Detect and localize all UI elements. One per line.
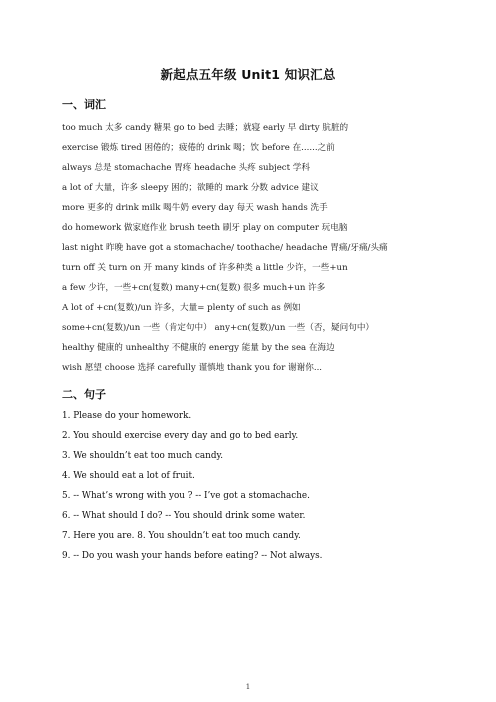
vocab-line: wish 愿望 choose 选择 carefully 谨慎地 thank you for 谢谢你... bbox=[62, 363, 323, 373]
sentence: 3. We shouldn’t eat too much candy. bbox=[62, 451, 224, 461]
vocab-line: more 更多的 drink milk 喝牛奶 every day 每天 wash hands 洗手 bbox=[62, 203, 328, 213]
sentence: 1. Please do your homework. bbox=[62, 411, 192, 421]
section-heading-vocabulary: 一、词汇 bbox=[62, 98, 106, 111]
vocab-line: turn off 关 turn on 开 many kinds of 许多种类 a little 少许，一些+un bbox=[62, 263, 348, 273]
vocab-line: last night 昨晚 have got a stomachache/ toothache/ headache 胃痛/牙痛/头痛 bbox=[62, 243, 388, 253]
vocab-line: a lot of 大量，许多 sleepy 困的；欲睡的 mark 分数 advice 建议 bbox=[62, 183, 319, 193]
vocab-line: A lot of +cn(复数)/un 许多，大量= plenty of such as 例如 bbox=[62, 303, 301, 313]
vocab-line: always 总是 stomachache 胃疼 headache 头疼 subject 学科 bbox=[62, 163, 310, 173]
sentence: 7. Here you are. 8. You shouldn’t eat too much candy. bbox=[62, 531, 301, 541]
page-number: 1 bbox=[245, 683, 251, 691]
section-heading-sentences: 二、句子 bbox=[62, 388, 106, 401]
sentence: 6. -- What should I do? -- You should drink some water. bbox=[62, 511, 306, 521]
vocab-line: too much 太多 candy 糖果 go to bed 去睡；就寝 early 早 dirty 肮脏的 bbox=[62, 123, 349, 133]
vocab-line: do homework 做家庭作业 brush teeth 刷牙 play on computer 玩电脑 bbox=[62, 223, 348, 233]
page-title: 新起点五年级 Unit1 知识汇总 bbox=[160, 67, 336, 82]
vocab-line: exercise 锻炼 tired 困倦的；疲倦的 drink 喝；饮 before 在......之前 bbox=[62, 143, 335, 153]
sentence: 2. You should exercise every day and go to bed early. bbox=[62, 431, 299, 441]
vocab-line: healthy 健康的 unhealthy 不健康的 energy 能量 by the sea 在海边 bbox=[62, 343, 335, 353]
vocab-line: a few 少许，一些+cn(复数) many+cn(复数) 很多 much+un 许多 bbox=[62, 283, 326, 293]
sentence: 9. -- Do you wash your hands before eating? -- Not always. bbox=[62, 551, 323, 561]
vocab-line: some+cn(复数)/un 一些（肯定句中） any+cn(复数)/un 一些（否，疑问句中） bbox=[62, 323, 375, 333]
sentence: 5. -- What’s wrong with you ? -- I’ve got a stomachache. bbox=[62, 491, 310, 501]
sentence: 4. We should eat a lot of fruit. bbox=[62, 471, 195, 481]
